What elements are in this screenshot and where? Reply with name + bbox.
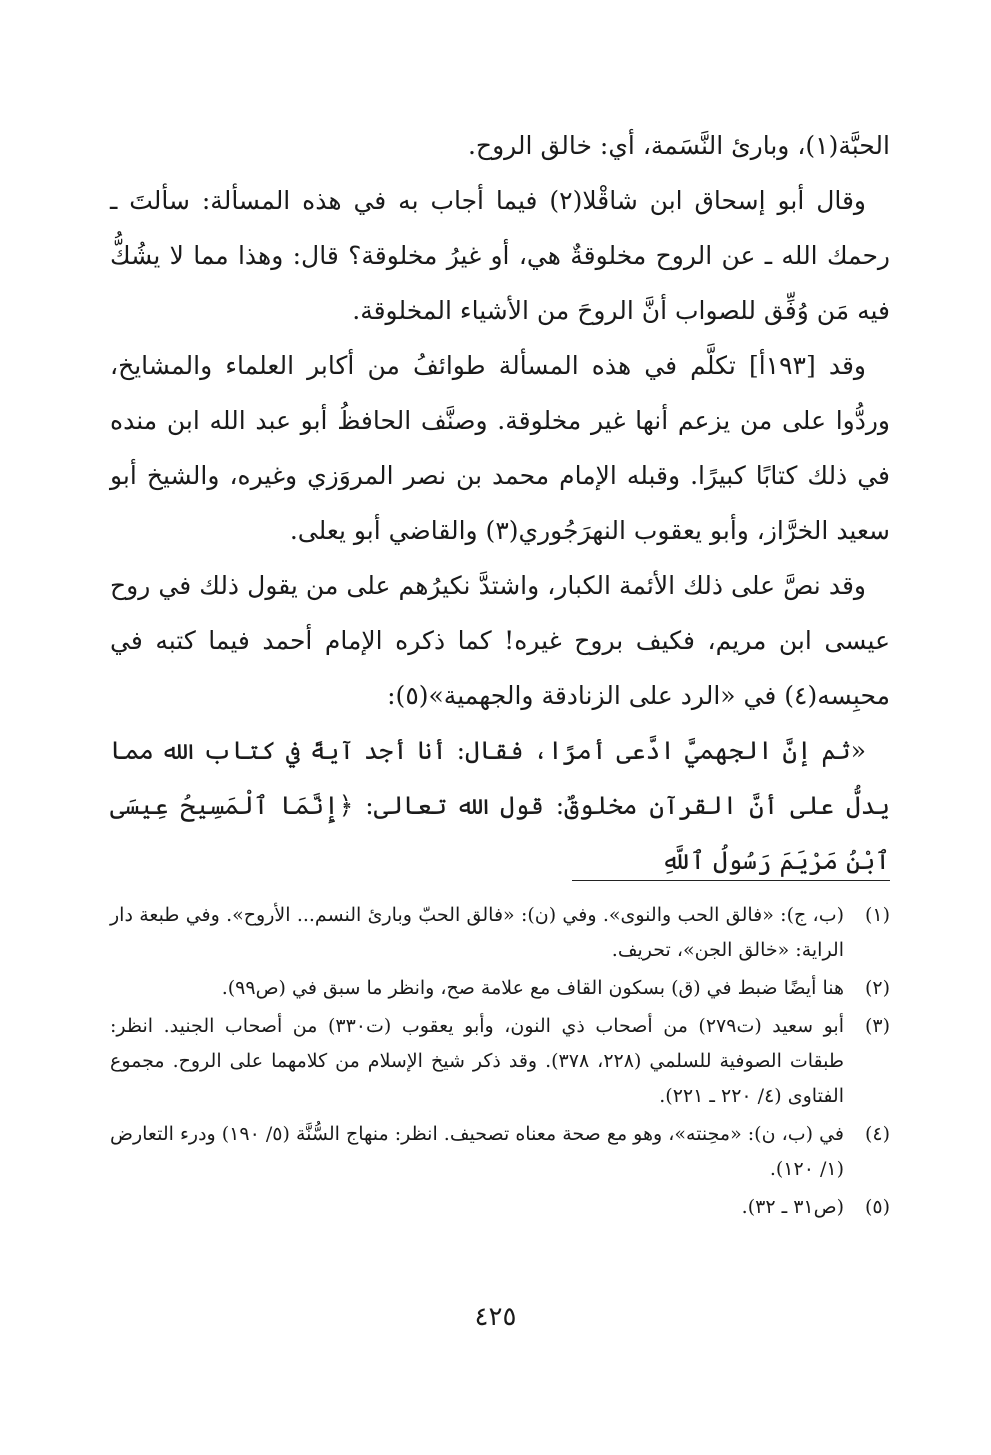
footnote-text: (ص٣١ ـ ٣٢). bbox=[741, 1196, 844, 1218]
paragraph: وقد نصَّ على ذلك الأئمة الكبار، واشتدَّ نكيرُهم على من يقول ذلك في روح عيسى ابن مريم، فكيف بروح غيره! كما ذكره الإمام أحمد فيما كتبه في محبِسه(٤) في «الرد على الزنادقة والجهمية»(٥): bbox=[110, 571, 890, 710]
footnote-text: هنا أيضًا ضبط في (ق) بسكون القاف مع علامة صح، وانظر ما سبق في (ص٩٩). bbox=[221, 977, 844, 999]
footnote-number: (٣) bbox=[864, 1015, 890, 1037]
footnote bbox=[110, 898, 890, 968]
footnote bbox=[110, 1117, 890, 1187]
footnote-number: (٢) bbox=[864, 977, 890, 999]
page-number: ٤٢٥ bbox=[474, 1302, 517, 1332]
footnote-text: في (ب، ن): «محِنته»، وهو مع صحة معناه تصحيف. انظر: منهاج السُّنَّة (٥/ ١٩٠) ودرء التعارض (١/ ١٢٠). bbox=[110, 1123, 845, 1180]
footnote-separator bbox=[572, 880, 890, 881]
footnote bbox=[110, 971, 890, 1006]
footnote-text: أبو سعيد (ت٢٧٩) من أصحاب ذي النون، وأبو يعقوب (ت٣٣٠) من أصحاب الجنيد. انظر: طبقات الصوفية للسلمي (٢٢٨، ٣٧٨). وقد ذكر شيخ الإسلام من كلامهما على الروح. مجموع الفتاوى (٤/ ٢٢٠ ـ ٢٢١). bbox=[110, 1015, 844, 1107]
footnote-number: (٤) bbox=[864, 1123, 890, 1145]
footnote-number: (١) bbox=[864, 904, 890, 926]
footnote bbox=[110, 1190, 890, 1225]
footnote-number: (٥) bbox=[864, 1196, 890, 1218]
paragraph: الحبَّة(١)، وبارئ النَّسَمة، أي: خالق الروح. bbox=[467, 131, 890, 160]
footnote bbox=[110, 1009, 890, 1114]
footnote-text: (ب، ج): «فالق الحب والنوى». وفي (ن): «فالق الحبّ وبارئ النسم... الأروح». وفي طبعة دار الراية: «خالق الجن»، تحريف. bbox=[110, 904, 844, 961]
paragraph: «ثم إنَّ الجهميَّ ادَّعى أمرًا، فقال: أنا أجد آيةً في كتاب الله مما يدلُّ على أنَّ القرآن مخلوقٌ: قول الله تعالى: ﴿إِنَّمَا ٱلْمَسِيحُ عِيسَى ٱبْنُ مَرْيَمَ رَسُولُ ٱللَّهِ bbox=[110, 736, 890, 875]
main-text bbox=[110, 118, 890, 888]
paragraph: وقد [١٩٣أ] تكلَّم في هذه المسألة طوائفُ من أكابر العلماء والمشايخ، وردُّوا على من يزعم أنها غير مخلوقة. وصنَّف الحافظُ أبو عبد الله ابن منده في ذلك كتابًا كبيرًا. وقبله الإمام محمد بن نصر المروَزي وغيره، والشيخ أبو سعيد الخرَّاز، وأبو يعقوب النهرَجُوري(٣) والقاضي أبو يعلى. bbox=[110, 351, 890, 545]
footnotes bbox=[110, 898, 890, 1228]
paragraph: وقال أبو إسحاق ابن شاقْلا(٢) فيما أجاب به في هذه المسألة: سألتَ ـ رحمك الله ـ عن الروح مخلوقةٌ هي، أو غيرُ مخلوقة؟ قال: وهذا مما لا يشُكُّ فيه مَن وُفِّق للصواب أنَّ الروحَ من الأشياء المخلوقة. bbox=[110, 186, 890, 325]
